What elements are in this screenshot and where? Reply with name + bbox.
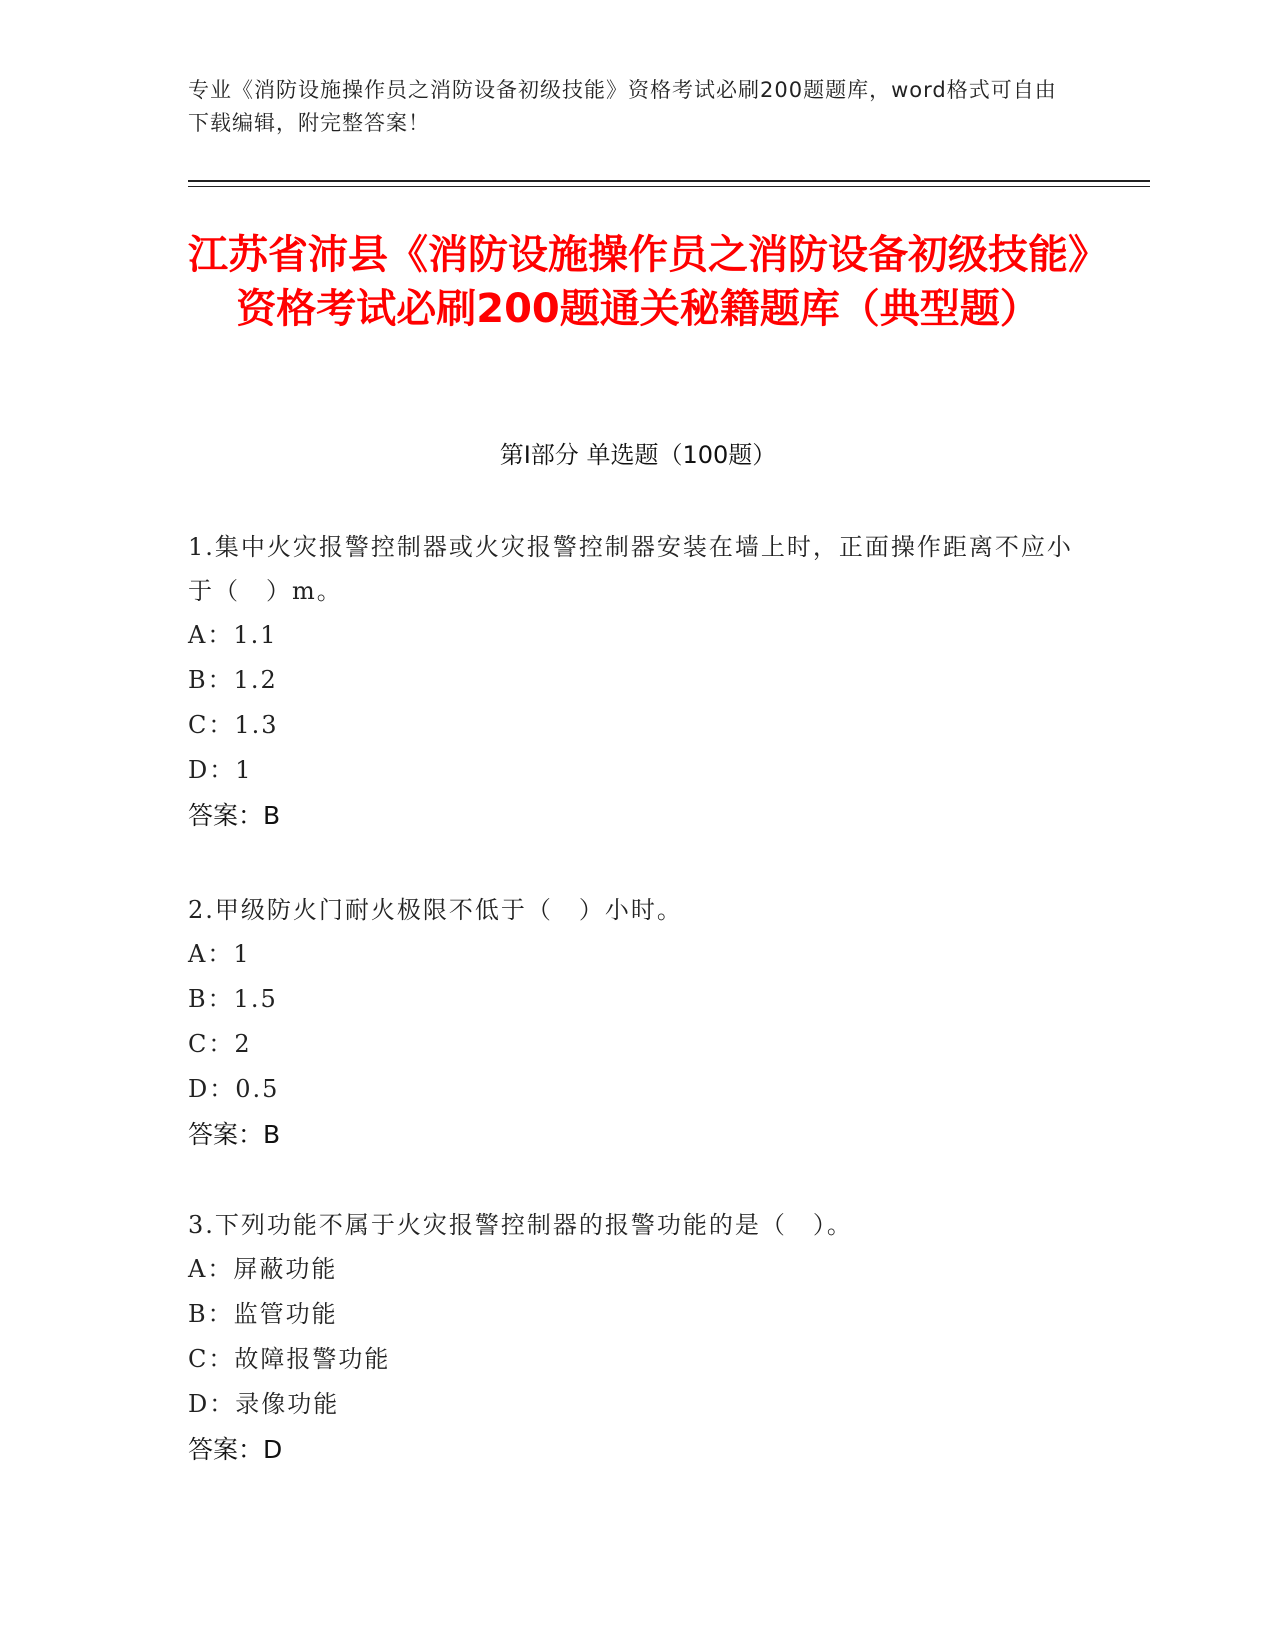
option-c: C：1.3 (188, 711, 279, 739)
question-block (188, 1203, 1078, 1473)
section-heading: 第Ⅰ部分 单选题（100题） (499, 441, 777, 469)
option-b: B：1.5 (188, 985, 278, 1013)
option-a: A：屏蔽功能 (188, 1255, 338, 1283)
option-b: B：监管功能 (188, 1300, 338, 1328)
option-d: D：录像功能 (188, 1390, 340, 1418)
answer-line: 答案：B (188, 801, 281, 830)
header-divider-thin (188, 186, 1150, 187)
header-divider-thick (188, 180, 1150, 182)
document-title: 江苏省沛县《消防设施操作员之消防设备初级技能》资格考试必刷200题通关秘籍题库（典型题） (188, 232, 1088, 332)
option-c: C：2 (188, 1030, 252, 1058)
answer-line: 答案：D (188, 1435, 283, 1464)
question-text: 2.甲级防火门耐火极限不低于（ ）小时。 (188, 896, 683, 924)
question-text: 1.集中火灾报警控制器或火灾报警控制器安装在墙上时，正面操作距离不应小于（ ）m。 (188, 533, 1073, 605)
answer-line: 答案：B (188, 1120, 281, 1149)
header-note: 专业《消防设施操作员之消防设备初级技能》资格考试必刷200题题库，word格式可自由下载编辑，附完整答案！ (188, 78, 1057, 135)
option-c: C：故障报警功能 (188, 1345, 391, 1373)
question-block (188, 525, 1078, 839)
option-d: D：1 (188, 756, 253, 784)
question-block (188, 888, 1078, 1158)
option-a: A：1 (188, 940, 251, 968)
option-d: D：0.5 (188, 1075, 280, 1103)
option-a: A：1.1 (188, 621, 278, 649)
option-b: B：1.2 (188, 666, 278, 694)
question-text: 3.下列功能不属于火灾报警控制器的报警功能的是（ ）。 (188, 1211, 853, 1239)
